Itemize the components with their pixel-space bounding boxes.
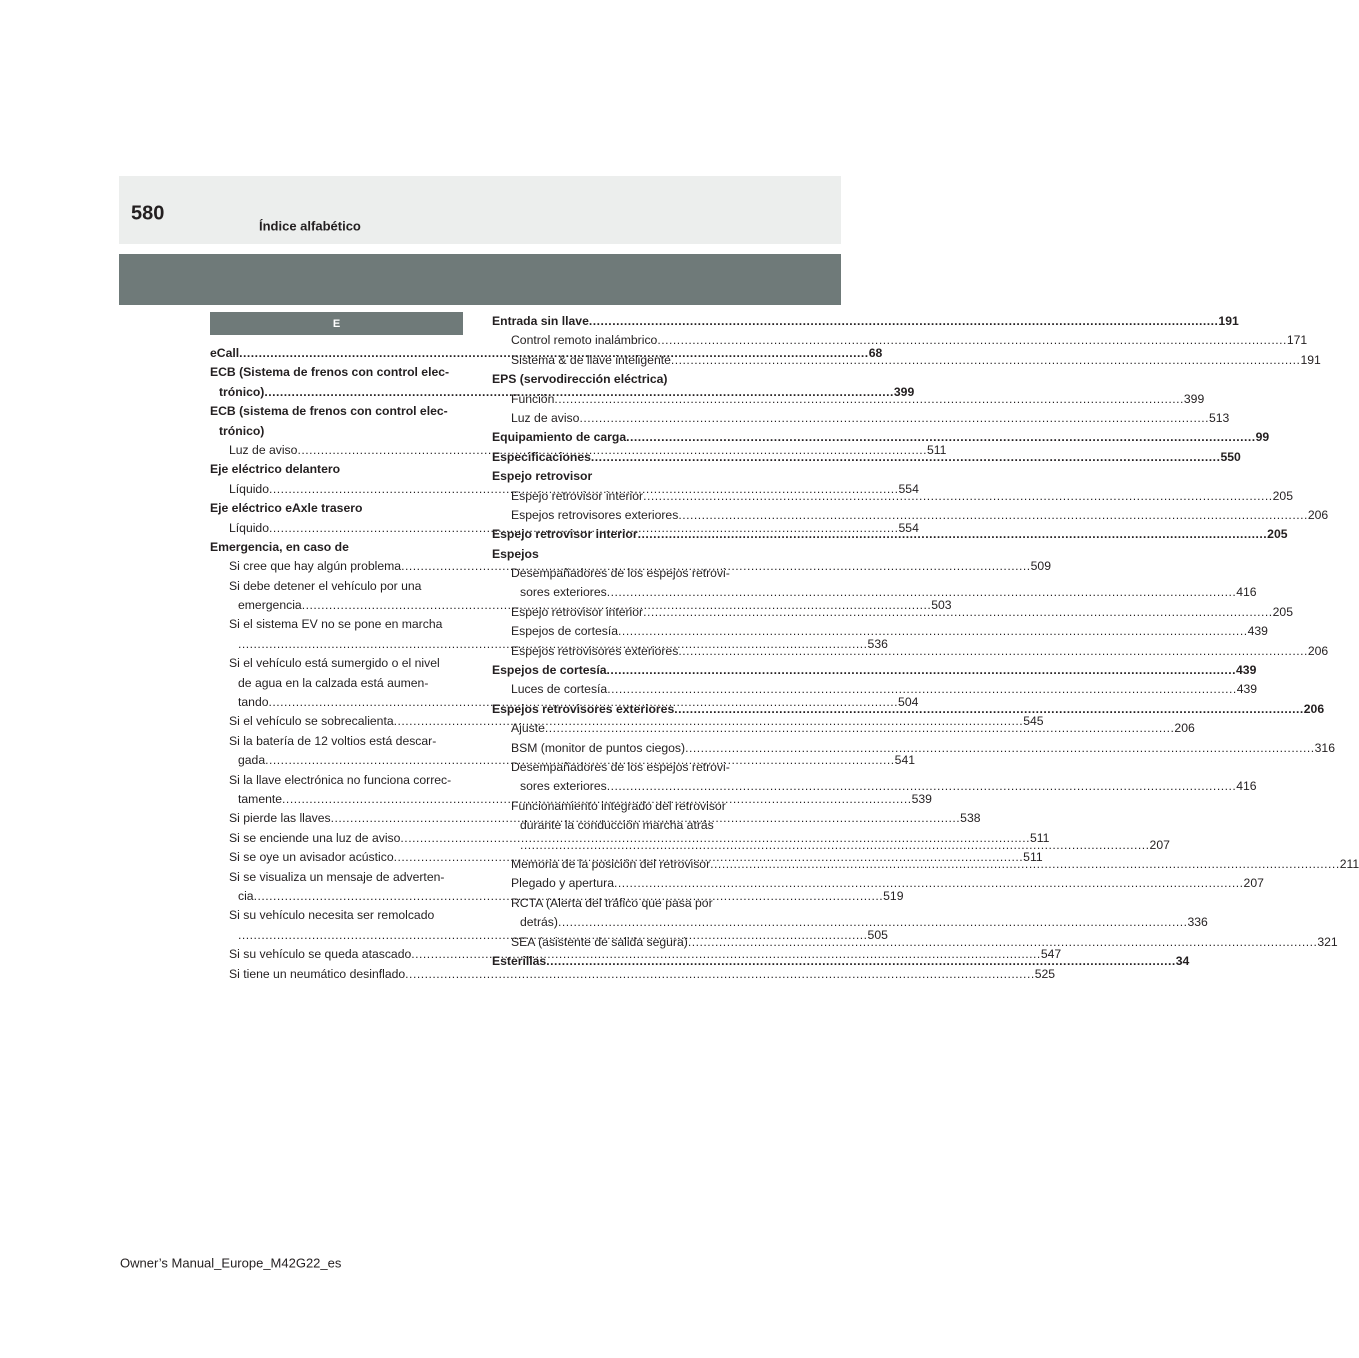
entry-text: trónico): [219, 423, 265, 438]
index-term: [210, 363, 463, 382]
entry-text: Si cree que hay algún problema: [229, 559, 402, 574]
dot-leader: [545, 719, 1175, 738]
entry-text: Funcionamiento integrado del retrovisor: [511, 798, 726, 813]
page-ref: 509: [1030, 559, 1051, 574]
index-subterm: [210, 577, 463, 596]
entry-text: Si el vehículo está sumergido o el nivel: [229, 656, 440, 671]
index-subterm: [210, 771, 463, 790]
dot-leader: [678, 506, 1308, 525]
entry-text: Eje eléctrico delantero: [210, 462, 341, 477]
page-ref: 207: [1149, 837, 1170, 852]
index-subterm: [210, 654, 463, 673]
entry-text: Luz de aviso: [229, 442, 298, 457]
entry-text: Función: [511, 391, 555, 406]
dot-leader: [638, 525, 1268, 544]
entry-text: BSM (monitor de puntos ciegos): [511, 740, 686, 755]
page-ref: 554: [898, 520, 919, 535]
page-ref: 316: [1314, 740, 1335, 755]
index-subterm: [492, 564, 745, 583]
index-subterm: [210, 732, 463, 751]
entry-text: Control remoto inalámbrico: [511, 333, 658, 348]
page-ref: 206: [1303, 701, 1325, 716]
entry-text: Desempañadores de los espejos retrovi-: [511, 759, 730, 774]
index-subterm: [492, 390, 1205, 409]
page-ref: 34: [1175, 953, 1190, 968]
dot-leader: [554, 390, 1184, 409]
index-subterm: [492, 622, 1268, 641]
dot-leader: [520, 836, 1150, 855]
dot-leader: [546, 952, 1176, 971]
index-subterm: [492, 874, 1264, 893]
entry-text: eCall: [210, 346, 240, 360]
page-ref: 206: [1174, 721, 1195, 736]
footer-text: Owner’s Manual_Europe_M42G22_es: [120, 1255, 342, 1271]
entry-text: Espejos de cortesía: [511, 624, 619, 639]
page-ref: 321: [1317, 934, 1338, 949]
index-term: [492, 545, 745, 564]
page-ref: 336: [1187, 915, 1208, 930]
index-term: [210, 402, 463, 421]
index-term: [492, 428, 1270, 447]
dot-leader: [607, 777, 1237, 796]
entry-text: Especificaciones: [492, 449, 591, 464]
entry-text: Si su vehículo necesita ser remolcado: [229, 908, 435, 923]
entry-text: Si se visualiza un mensaje de adverten-: [229, 869, 445, 884]
index-entry: [492, 370, 1230, 428]
entry-text: Espejo retrovisor interior: [511, 488, 644, 503]
dot-leader: [678, 642, 1308, 661]
entry-text: Espejos retrovisores exteriores: [511, 643, 679, 658]
dot-leader: [589, 312, 1219, 331]
page-ref: 191: [1218, 314, 1239, 328]
entry-text: Si la llave electrónica no funciona correc-: [229, 772, 452, 787]
entry-text: Si el vehículo se sobrecalienta: [229, 714, 394, 729]
page-ref: 171: [1286, 333, 1308, 348]
dot-leader: [710, 855, 1340, 874]
index-subterm: [492, 758, 745, 777]
index-subterm: [210, 674, 463, 693]
index-subterm: [492, 739, 1335, 758]
entry-text: Espejos retrovisores exteriores: [511, 507, 679, 522]
entry-text: sores exteriores: [520, 779, 607, 794]
page-ref: 206: [1307, 507, 1329, 522]
page-ref: 99: [1255, 430, 1270, 445]
page-ref: 547: [1040, 947, 1062, 962]
entry-text: Espejos de cortesía: [492, 663, 607, 678]
entry-text: RCTA (Alerta del tráfico que pasa por: [511, 895, 713, 910]
page-ref: 68: [868, 346, 883, 360]
entry-text: Luz de aviso: [511, 410, 580, 425]
entry-text: Esterillas: [492, 953, 547, 968]
entry-text: Si se enciende una luz de aviso: [229, 830, 401, 845]
entry-text: tando: [238, 695, 269, 710]
index-subterm: [210, 906, 463, 925]
page-ref: 207: [1243, 876, 1264, 891]
entry-text: Desempañadores de los espejos retrovi-: [511, 566, 730, 581]
entry-text: Si el sistema EV no se pone en marcha: [229, 617, 443, 632]
entry-text: Eje eléctrico eAxle trasero: [210, 501, 363, 516]
entry-text: Plegado y apertura: [511, 876, 614, 891]
dot-leader: [558, 913, 1188, 932]
page-ref: 505: [867, 927, 888, 942]
page-ref: 191: [1300, 352, 1321, 367]
entry-text: Luces de cortesía: [511, 682, 608, 697]
index-term: [492, 467, 745, 486]
entry-text: Si tiene un neumático desinflado: [229, 966, 406, 981]
index-subterm: [492, 583, 1257, 602]
page-ref: 513: [1208, 410, 1230, 425]
index-term: [210, 460, 463, 479]
dot-leader: [657, 331, 1287, 350]
entry-text: Si debe detener el vehículo por una: [229, 578, 422, 593]
entry-text: Sistema & de llave inteligente: [511, 352, 671, 367]
page-ref: 416: [1236, 585, 1257, 600]
dot-leader: [643, 603, 1273, 622]
entry-text: Si su vehículo se queda atascado: [229, 947, 412, 962]
entry-text: Espejo retrovisor interior: [511, 604, 644, 619]
index-subterm: [492, 777, 1257, 796]
entry-text: Espejos retrovisores exteriores: [492, 701, 675, 716]
entry-text: Espejo retrovisor: [492, 469, 593, 484]
entry-text: Ajuste: [511, 721, 545, 736]
dot-leader: [618, 622, 1248, 641]
index-subterm: [492, 797, 745, 816]
page-ref: 511: [926, 442, 947, 457]
dot-leader: [688, 933, 1318, 952]
entry-text: Espejos: [492, 546, 539, 561]
index-subterm: [492, 331, 1308, 350]
entry-text: tamente: [238, 791, 283, 806]
entry-text: Memoria de la posición del retrovisor: [511, 856, 711, 871]
page-ref: 536: [867, 636, 888, 651]
entry-text: Si se oye un avisador acústico: [229, 850, 394, 865]
page-ref: 416: [1236, 779, 1257, 794]
entry-text: cia: [238, 888, 254, 903]
dot-leader: [579, 409, 1209, 428]
entry-text: ECB (Sistema de frenos con control elec-: [210, 365, 450, 380]
entry-text: Emergencia, en caso de: [210, 539, 349, 554]
dot-leader: [607, 680, 1237, 699]
header-band: [119, 176, 841, 244]
page-ref: 205: [1267, 527, 1288, 542]
dot-leader: [591, 448, 1221, 467]
index-term: [492, 661, 1257, 680]
page-number: 580: [131, 202, 165, 225]
page-ref: 399: [1183, 391, 1205, 406]
index-subterm: [210, 868, 463, 887]
page-ref: 519: [883, 888, 904, 903]
dot-leader: [614, 874, 1244, 893]
index-term: [210, 499, 463, 518]
section-band: [119, 254, 841, 305]
index-term: [210, 422, 463, 441]
entry-text: Líquido: [229, 520, 269, 535]
entry-text: gada: [238, 753, 266, 768]
index-subterm: [492, 506, 1329, 525]
index-subterm: [492, 913, 1208, 932]
page-ref: 511: [1029, 830, 1050, 845]
entry-text: durante la conducción marcha atrás: [520, 818, 714, 833]
page-ref: 206: [1307, 643, 1329, 658]
dot-leader: [671, 351, 1301, 370]
page-ref: 538: [960, 811, 981, 826]
entry-text: Espejo retrovisor interior: [492, 527, 638, 542]
index-term: [492, 312, 1239, 331]
page-ref: 504: [898, 695, 919, 710]
index-entry: [492, 661, 1258, 700]
index-subterm: [492, 680, 1258, 699]
page-ref: 511: [1023, 850, 1043, 865]
index-term: [492, 370, 745, 389]
page-ref: 205: [1272, 488, 1293, 503]
page-ref: 439: [1236, 682, 1258, 697]
dot-leader: [643, 487, 1273, 506]
index-subterm: [492, 409, 1230, 428]
index-subterm: [492, 894, 745, 913]
index-entry: [492, 428, 1270, 447]
page-ref: 205: [1272, 604, 1293, 619]
entry-text: emergencia: [238, 598, 302, 613]
page-ref: 541: [894, 753, 916, 768]
entry-text: detrás): [520, 915, 558, 930]
section-title: Índice alfabético: [259, 218, 361, 234]
index-subterm: [492, 816, 745, 835]
entry-text: trónico): [219, 384, 265, 399]
entry-text: de agua en la calzada está aumen-: [238, 675, 429, 690]
index-subterm: [210, 965, 1056, 984]
page-ref: 399: [893, 384, 915, 399]
page-ref: 439: [1247, 624, 1268, 639]
entry-text: Equipamiento de carga: [492, 430, 627, 445]
entry-text: Entrada sin llave: [492, 314, 589, 328]
entry-text: Si la batería de 12 voltios está descar-: [229, 733, 437, 748]
letter-heading: E: [210, 312, 463, 335]
dot-leader: [606, 661, 1236, 680]
entry-text: SEA (asistente de salida segura): [511, 934, 688, 949]
entry-text: sores exteriores: [520, 585, 607, 600]
page-ref: 554: [898, 481, 919, 496]
index-subterm: [210, 829, 1050, 848]
dot-leader: [607, 583, 1237, 602]
page-ref: 550: [1220, 449, 1241, 464]
entry-text: Líquido: [229, 481, 269, 496]
page-ref: 539: [911, 791, 932, 806]
page-ref: 211: [1339, 856, 1359, 871]
dot-leader: [685, 739, 1315, 758]
dot-leader: [626, 428, 1256, 447]
entry-text: Si pierde las llaves: [229, 811, 331, 826]
entry-text: EPS (servodirección eléctrica): [492, 372, 668, 387]
page-ref: 525: [1034, 966, 1056, 981]
page-ref: 503: [931, 598, 952, 613]
page-ref: 439: [1236, 663, 1257, 678]
page-ref: 545: [1023, 714, 1044, 729]
dot-leader: [674, 700, 1304, 719]
index-subterm: [210, 615, 463, 634]
index-term: [210, 538, 463, 557]
entry-text: ECB (sistema de frenos con control elec-: [210, 404, 448, 419]
